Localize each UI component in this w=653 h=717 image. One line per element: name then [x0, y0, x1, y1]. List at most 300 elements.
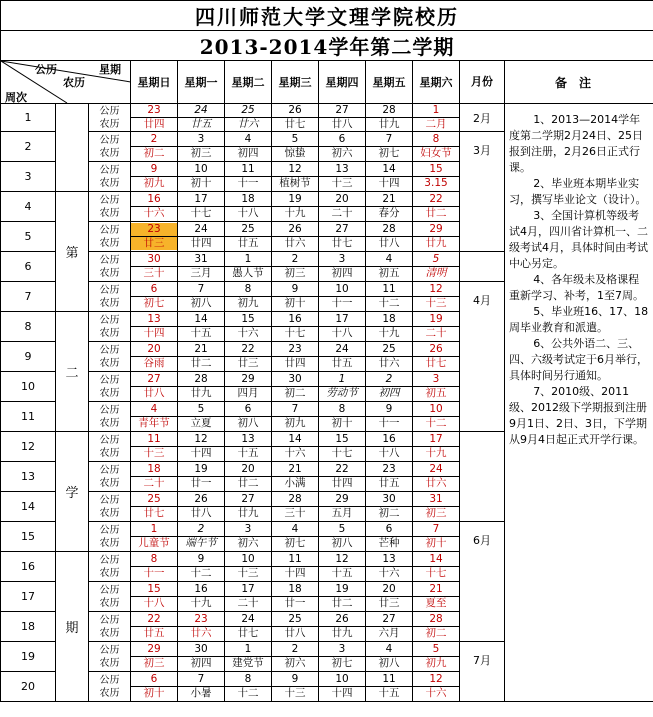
lunar-date: 五月: [331, 507, 353, 519]
day-cell: [319, 522, 366, 552]
solar-date: 2: [178, 523, 224, 537]
solar-date: 7: [413, 523, 459, 537]
solar-date: 6: [366, 523, 412, 537]
lunar-date: 廿五: [143, 627, 165, 639]
day-cell: [319, 104, 366, 132]
lunar-date: 廿九: [190, 387, 212, 399]
day-cell: [131, 372, 178, 402]
lunar-date: 十五: [237, 447, 259, 459]
solar-date: 17: [178, 193, 224, 207]
lunar-date: 十七: [425, 567, 447, 579]
solar-date: 4: [131, 403, 177, 417]
lunar-date: 初十: [143, 687, 165, 699]
day-cell: [272, 612, 319, 642]
lunar-date: 廿一: [190, 477, 212, 489]
day-header-1: 星期一: [178, 61, 225, 104]
solar-date: 20: [131, 343, 177, 357]
row-label-cell: [89, 372, 131, 402]
week-number: 1: [1, 104, 56, 132]
week-number: 10: [1, 372, 56, 402]
solar-date: 13: [131, 313, 177, 327]
day-cell: [131, 342, 178, 372]
day-cell: [272, 402, 319, 432]
lunar-date: 十三: [425, 297, 447, 309]
solar-date: 21: [178, 343, 224, 357]
lunar-date: 初二: [143, 147, 165, 159]
day-cell: [178, 552, 225, 582]
day-cell: [272, 132, 319, 162]
solar-row-label: 公历: [99, 194, 120, 206]
solar-date: 19: [319, 583, 365, 597]
corner-solar-label: 公历: [35, 63, 57, 76]
solar-date: 22: [131, 613, 177, 627]
row-label-cell: [89, 104, 131, 132]
day-cell: [225, 522, 272, 552]
lunar-date: 初九: [425, 657, 447, 669]
day-cell: [225, 222, 272, 252]
day-cell: [272, 522, 319, 552]
solar-date: 13: [225, 433, 271, 447]
solar-date: 4: [366, 643, 412, 657]
lunar-date: 十一: [378, 417, 400, 429]
term-char: 期: [56, 552, 89, 702]
lunar-date: 愚人节: [232, 267, 264, 279]
lunar-date: 谷雨: [143, 357, 165, 369]
day-cell: [225, 282, 272, 312]
solar-date: 18: [225, 193, 271, 207]
solar-date: 12: [272, 163, 318, 177]
week-number: 5: [1, 222, 56, 252]
lunar-date: 儿童节: [138, 537, 170, 549]
day-header-3: 星期三: [272, 61, 319, 104]
solar-date: 25: [131, 493, 177, 507]
day-cell: [366, 312, 413, 342]
lunar-date: 廿五: [331, 357, 353, 369]
lunar-date: 廿六: [190, 627, 212, 639]
day-cell: [319, 222, 366, 252]
solar-date: 18: [131, 463, 177, 477]
solar-date: 28: [366, 223, 412, 237]
lunar-date: 妇女节: [420, 147, 452, 159]
day-cell: [272, 312, 319, 342]
note-item: 1、2013—2014学年度第二学期2月24日、25日报到注册，2月26日正式行课。: [509, 113, 643, 174]
lunar-date: 十五: [331, 567, 353, 579]
solar-date: 26: [178, 493, 224, 507]
day-cell: [413, 402, 460, 432]
lunar-date: 初六: [331, 147, 353, 159]
day-cell: [131, 132, 178, 162]
lunar-date: 十六: [284, 447, 306, 459]
day-cell: [178, 104, 225, 132]
day-cell: [413, 672, 460, 702]
lunar-date: 初三: [143, 657, 165, 669]
row-label-cell: [89, 582, 131, 612]
day-cell: [366, 162, 413, 192]
lunar-date: 初五: [378, 267, 400, 279]
day-cell: [366, 104, 413, 132]
lunar-date: 廿八: [190, 507, 212, 519]
solar-date: 29: [225, 373, 271, 387]
solar-date: 1: [225, 253, 271, 267]
solar-date: 1: [319, 373, 365, 387]
day-cell: [178, 192, 225, 222]
day-cell: [131, 402, 178, 432]
day-cell: [272, 104, 319, 132]
solar-date: 6: [131, 673, 177, 687]
lunar-date: 廿五: [378, 477, 400, 489]
day-header-6: 星期六: [413, 61, 460, 104]
solar-date: 5: [319, 523, 365, 537]
lunar-date: 初二: [284, 387, 306, 399]
corner-header: [1, 61, 131, 104]
lunar-date: 十四: [190, 447, 212, 459]
solar-row-label: 公历: [99, 164, 120, 176]
solar-date: 19: [413, 313, 459, 327]
notes-cell: [505, 104, 653, 702]
solar-date: 12: [413, 283, 459, 297]
day-cell: [413, 642, 460, 672]
lunar-date: 端午节: [185, 537, 217, 549]
solar-date: 8: [319, 403, 365, 417]
solar-row-label: 公历: [99, 105, 120, 117]
day-cell: [131, 582, 178, 612]
lunar-date: 十七: [284, 327, 306, 339]
solar-date: 24: [178, 223, 224, 237]
lunar-date: 十四: [331, 687, 353, 699]
day-cell: [131, 282, 178, 312]
solar-date: 6: [225, 403, 271, 417]
lunar-date: 十二: [237, 687, 259, 699]
day-cell: [272, 642, 319, 672]
solar-date: 20: [225, 463, 271, 477]
week-number: 12: [1, 432, 56, 462]
day-cell: [178, 522, 225, 552]
day-cell: [178, 462, 225, 492]
solar-date: 3: [225, 523, 271, 537]
solar-date: 17: [319, 313, 365, 327]
row-label-cell: [89, 282, 131, 312]
day-cell: [366, 552, 413, 582]
day-cell: [366, 582, 413, 612]
row-label-cell: [89, 492, 131, 522]
lunar-date: 青年节: [138, 417, 170, 429]
day-cell: [272, 552, 319, 582]
lunar-date: 初八: [237, 417, 259, 429]
lunar-date: 初九: [237, 297, 259, 309]
day-cell: [131, 642, 178, 672]
lunar-row-label: 农历: [99, 447, 120, 459]
lunar-row-label: 农历: [99, 297, 120, 309]
lunar-date: 二十: [143, 477, 165, 489]
row-label-cell: [89, 642, 131, 672]
day-cell: [272, 672, 319, 702]
lunar-date: 初十: [284, 297, 306, 309]
solar-date: 7: [366, 133, 412, 147]
solar-date: 27: [319, 104, 365, 118]
lunar-date: 廿九: [378, 118, 400, 130]
solar-date: 2: [131, 133, 177, 147]
lunar-row-label: 农历: [99, 507, 120, 519]
week-number: 9: [1, 342, 56, 372]
month-label: 2月: [460, 104, 505, 132]
lunar-row-label: 农历: [99, 118, 120, 130]
day-cell: [319, 462, 366, 492]
solar-date: 15: [131, 583, 177, 597]
solar-date: 31: [178, 253, 224, 267]
term-char: 学: [56, 432, 89, 552]
lunar-date: 十四: [143, 327, 165, 339]
lunar-date: 十九: [284, 207, 306, 219]
day-cell: [366, 612, 413, 642]
lunar-date: 十三: [331, 177, 353, 189]
day-cell: [366, 132, 413, 162]
term-char: 二: [56, 312, 89, 432]
day-cell: [319, 552, 366, 582]
row-label-cell: [89, 432, 131, 462]
day-cell: [319, 372, 366, 402]
lunar-date: 廿七: [284, 118, 306, 130]
lunar-date: 十七: [331, 447, 353, 459]
lunar-date: 十二: [378, 297, 400, 309]
lunar-row-label: 农历: [99, 597, 120, 609]
lunar-date: 3.15: [424, 177, 448, 189]
week-number: 18: [1, 612, 56, 642]
row-label-cell: [89, 522, 131, 552]
lunar-date: 初十: [190, 177, 212, 189]
solar-date: 10: [319, 673, 365, 687]
solar-date: 12: [319, 553, 365, 567]
note-item: 7、2010级、2011级、2012级下学期报到注册9月1日、2日、3日，下学期从9月4日起正式开学行课。: [509, 385, 647, 446]
lunar-date: 廿六: [425, 477, 447, 489]
day-cell: [413, 552, 460, 582]
day-cell: [319, 612, 366, 642]
day-cell: [413, 132, 460, 162]
lunar-row-label: 农历: [99, 237, 120, 249]
solar-date: 28: [178, 373, 224, 387]
lunar-date: 建党节: [232, 657, 264, 669]
lunar-date: 初七: [284, 537, 306, 549]
lunar-date: 初七: [143, 297, 165, 309]
lunar-date: 小满: [284, 477, 306, 489]
solar-row-label: 公历: [99, 254, 120, 266]
solar-date: 8: [131, 553, 177, 567]
week-number: 14: [1, 492, 56, 522]
day-cell: [131, 252, 178, 282]
day-cell: [413, 462, 460, 492]
week-number: 19: [1, 642, 56, 672]
week-number: 7: [1, 282, 56, 312]
solar-date: 11: [366, 673, 412, 687]
day-cell: [178, 132, 225, 162]
week-number: 3: [1, 162, 56, 192]
lunar-date: 小暑: [190, 687, 212, 699]
week-number: 2: [1, 132, 56, 162]
day-cell: [178, 612, 225, 642]
solar-date: 21: [366, 193, 412, 207]
day-cell: [413, 492, 460, 522]
solar-date: 14: [178, 313, 224, 327]
lunar-date: 初四: [190, 657, 212, 669]
day-cell: [178, 432, 225, 462]
day-cell: [225, 642, 272, 672]
lunar-date: 十一: [331, 297, 353, 309]
lunar-date: 三月: [190, 267, 212, 279]
row-label-cell: [89, 162, 131, 192]
solar-date: 26: [413, 343, 459, 357]
day-cell: [319, 162, 366, 192]
lunar-date: 十六: [143, 207, 165, 219]
day-cell: [366, 282, 413, 312]
solar-date: 24: [225, 613, 271, 627]
lunar-date: 立夏: [190, 417, 212, 429]
solar-row-label: 公历: [99, 674, 120, 686]
day-cell: [319, 582, 366, 612]
day-cell: [319, 642, 366, 672]
note-item: 6、公共外语二、三、四、六级考试定于6月举行，具体时间另行通知。: [509, 337, 648, 382]
lunar-date: 初四: [378, 387, 400, 399]
lunar-date: 廿六: [237, 118, 259, 130]
lunar-date: 植树节: [279, 177, 311, 189]
day-cell: [225, 192, 272, 222]
solar-date: 11: [225, 163, 271, 177]
solar-date: 27: [131, 373, 177, 387]
lunar-date: 廿二: [331, 597, 353, 609]
lunar-date: 廿四: [284, 357, 306, 369]
solar-date: 6: [319, 133, 365, 147]
solar-date: 28: [272, 493, 318, 507]
lunar-date: 初八: [378, 657, 400, 669]
day-cell: [178, 642, 225, 672]
day-cell: [319, 132, 366, 162]
week-number: 17: [1, 582, 56, 612]
day-cell: [225, 342, 272, 372]
day-cell: [272, 222, 319, 252]
day-cell: [178, 402, 225, 432]
lunar-date: 初十: [425, 537, 447, 549]
week-number: 11: [1, 402, 56, 432]
solar-row-label: 公历: [99, 584, 120, 596]
day-header-5: 星期五: [366, 61, 413, 104]
day-cell: [366, 432, 413, 462]
solar-date: 26: [319, 613, 365, 627]
lunar-date: 六月: [378, 627, 400, 639]
day-cell: [413, 192, 460, 222]
lunar-date: 十八: [237, 207, 259, 219]
week-number: 4: [1, 192, 56, 222]
solar-date: 30: [131, 253, 177, 267]
lunar-date: 十三: [284, 687, 306, 699]
lunar-date: 芒种: [378, 537, 400, 549]
day-cell: [272, 372, 319, 402]
solar-date: 30: [272, 373, 318, 387]
day-cell: [178, 162, 225, 192]
day-cell: [272, 162, 319, 192]
day-cell: [366, 192, 413, 222]
solar-date: 7: [178, 283, 224, 297]
day-cell: [225, 582, 272, 612]
solar-date: 3: [319, 253, 365, 267]
day-cell: [131, 432, 178, 462]
solar-date: 8: [225, 673, 271, 687]
solar-date: 3: [178, 133, 224, 147]
solar-date: 13: [366, 553, 412, 567]
week-number: 13: [1, 462, 56, 492]
row-label-cell: [89, 612, 131, 642]
lunar-date: 初二: [378, 507, 400, 519]
day-cell: [319, 432, 366, 462]
lunar-date: 惊蛰: [284, 147, 306, 159]
term-spacer: [56, 104, 89, 192]
solar-date: 15: [225, 313, 271, 327]
note-item: 5、毕业班16、17、18周毕业教育和派遣。: [509, 305, 649, 334]
solar-date: 25: [225, 223, 271, 237]
day-cell: [178, 582, 225, 612]
solar-date: 7: [178, 673, 224, 687]
day-cell: [366, 402, 413, 432]
lunar-date: 十八: [331, 327, 353, 339]
day-cell: [225, 462, 272, 492]
day-cell: [131, 312, 178, 342]
lunar-date: 二十: [237, 597, 259, 609]
day-cell: [366, 342, 413, 372]
day-cell: [225, 104, 272, 132]
lunar-row-label: 农历: [99, 627, 120, 639]
solar-row-label: 公历: [99, 644, 120, 656]
day-cell: [413, 312, 460, 342]
solar-date: 19: [272, 193, 318, 207]
lunar-row-label: 农历: [99, 207, 120, 219]
solar-date: 9: [272, 283, 318, 297]
solar-date: 22: [225, 343, 271, 357]
lunar-date: 二月: [425, 118, 447, 130]
lunar-date: 廿九: [331, 627, 353, 639]
day-cell: [225, 432, 272, 462]
solar-date: 16: [178, 583, 224, 597]
solar-row-label: 公历: [99, 344, 120, 356]
day-cell: [319, 192, 366, 222]
lunar-row-label: 农历: [99, 327, 120, 339]
lunar-date: 廿三: [237, 357, 259, 369]
lunar-date: 初八: [331, 537, 353, 549]
day-cell: [413, 222, 460, 252]
solar-date: 30: [366, 493, 412, 507]
lunar-date: 初九: [284, 417, 306, 429]
day-cell: [272, 432, 319, 462]
lunar-date: 廿二: [425, 207, 447, 219]
solar-date: 16: [366, 433, 412, 447]
solar-date: 9: [366, 403, 412, 417]
day-cell: [131, 552, 178, 582]
lunar-date: 初三: [284, 267, 306, 279]
day-header-0: 星期日: [131, 61, 178, 104]
month-header: 月份: [460, 61, 505, 104]
day-cell: [413, 282, 460, 312]
lunar-date: 四月: [237, 387, 259, 399]
day-cell: [178, 672, 225, 702]
row-label-cell: [89, 222, 131, 252]
day-cell: [413, 372, 460, 402]
note-item: 2、毕业班本期毕业实习，撰写毕业论文（设计）。: [509, 177, 647, 206]
solar-date: 1: [131, 523, 177, 537]
lunar-date: 初四: [237, 147, 259, 159]
day-cell: [225, 372, 272, 402]
day-cell: [366, 492, 413, 522]
lunar-row-label: 农历: [99, 387, 120, 399]
day-cell: [272, 282, 319, 312]
solar-date: 5: [272, 133, 318, 147]
solar-date: 5: [178, 403, 224, 417]
lunar-date: 廿四: [331, 477, 353, 489]
